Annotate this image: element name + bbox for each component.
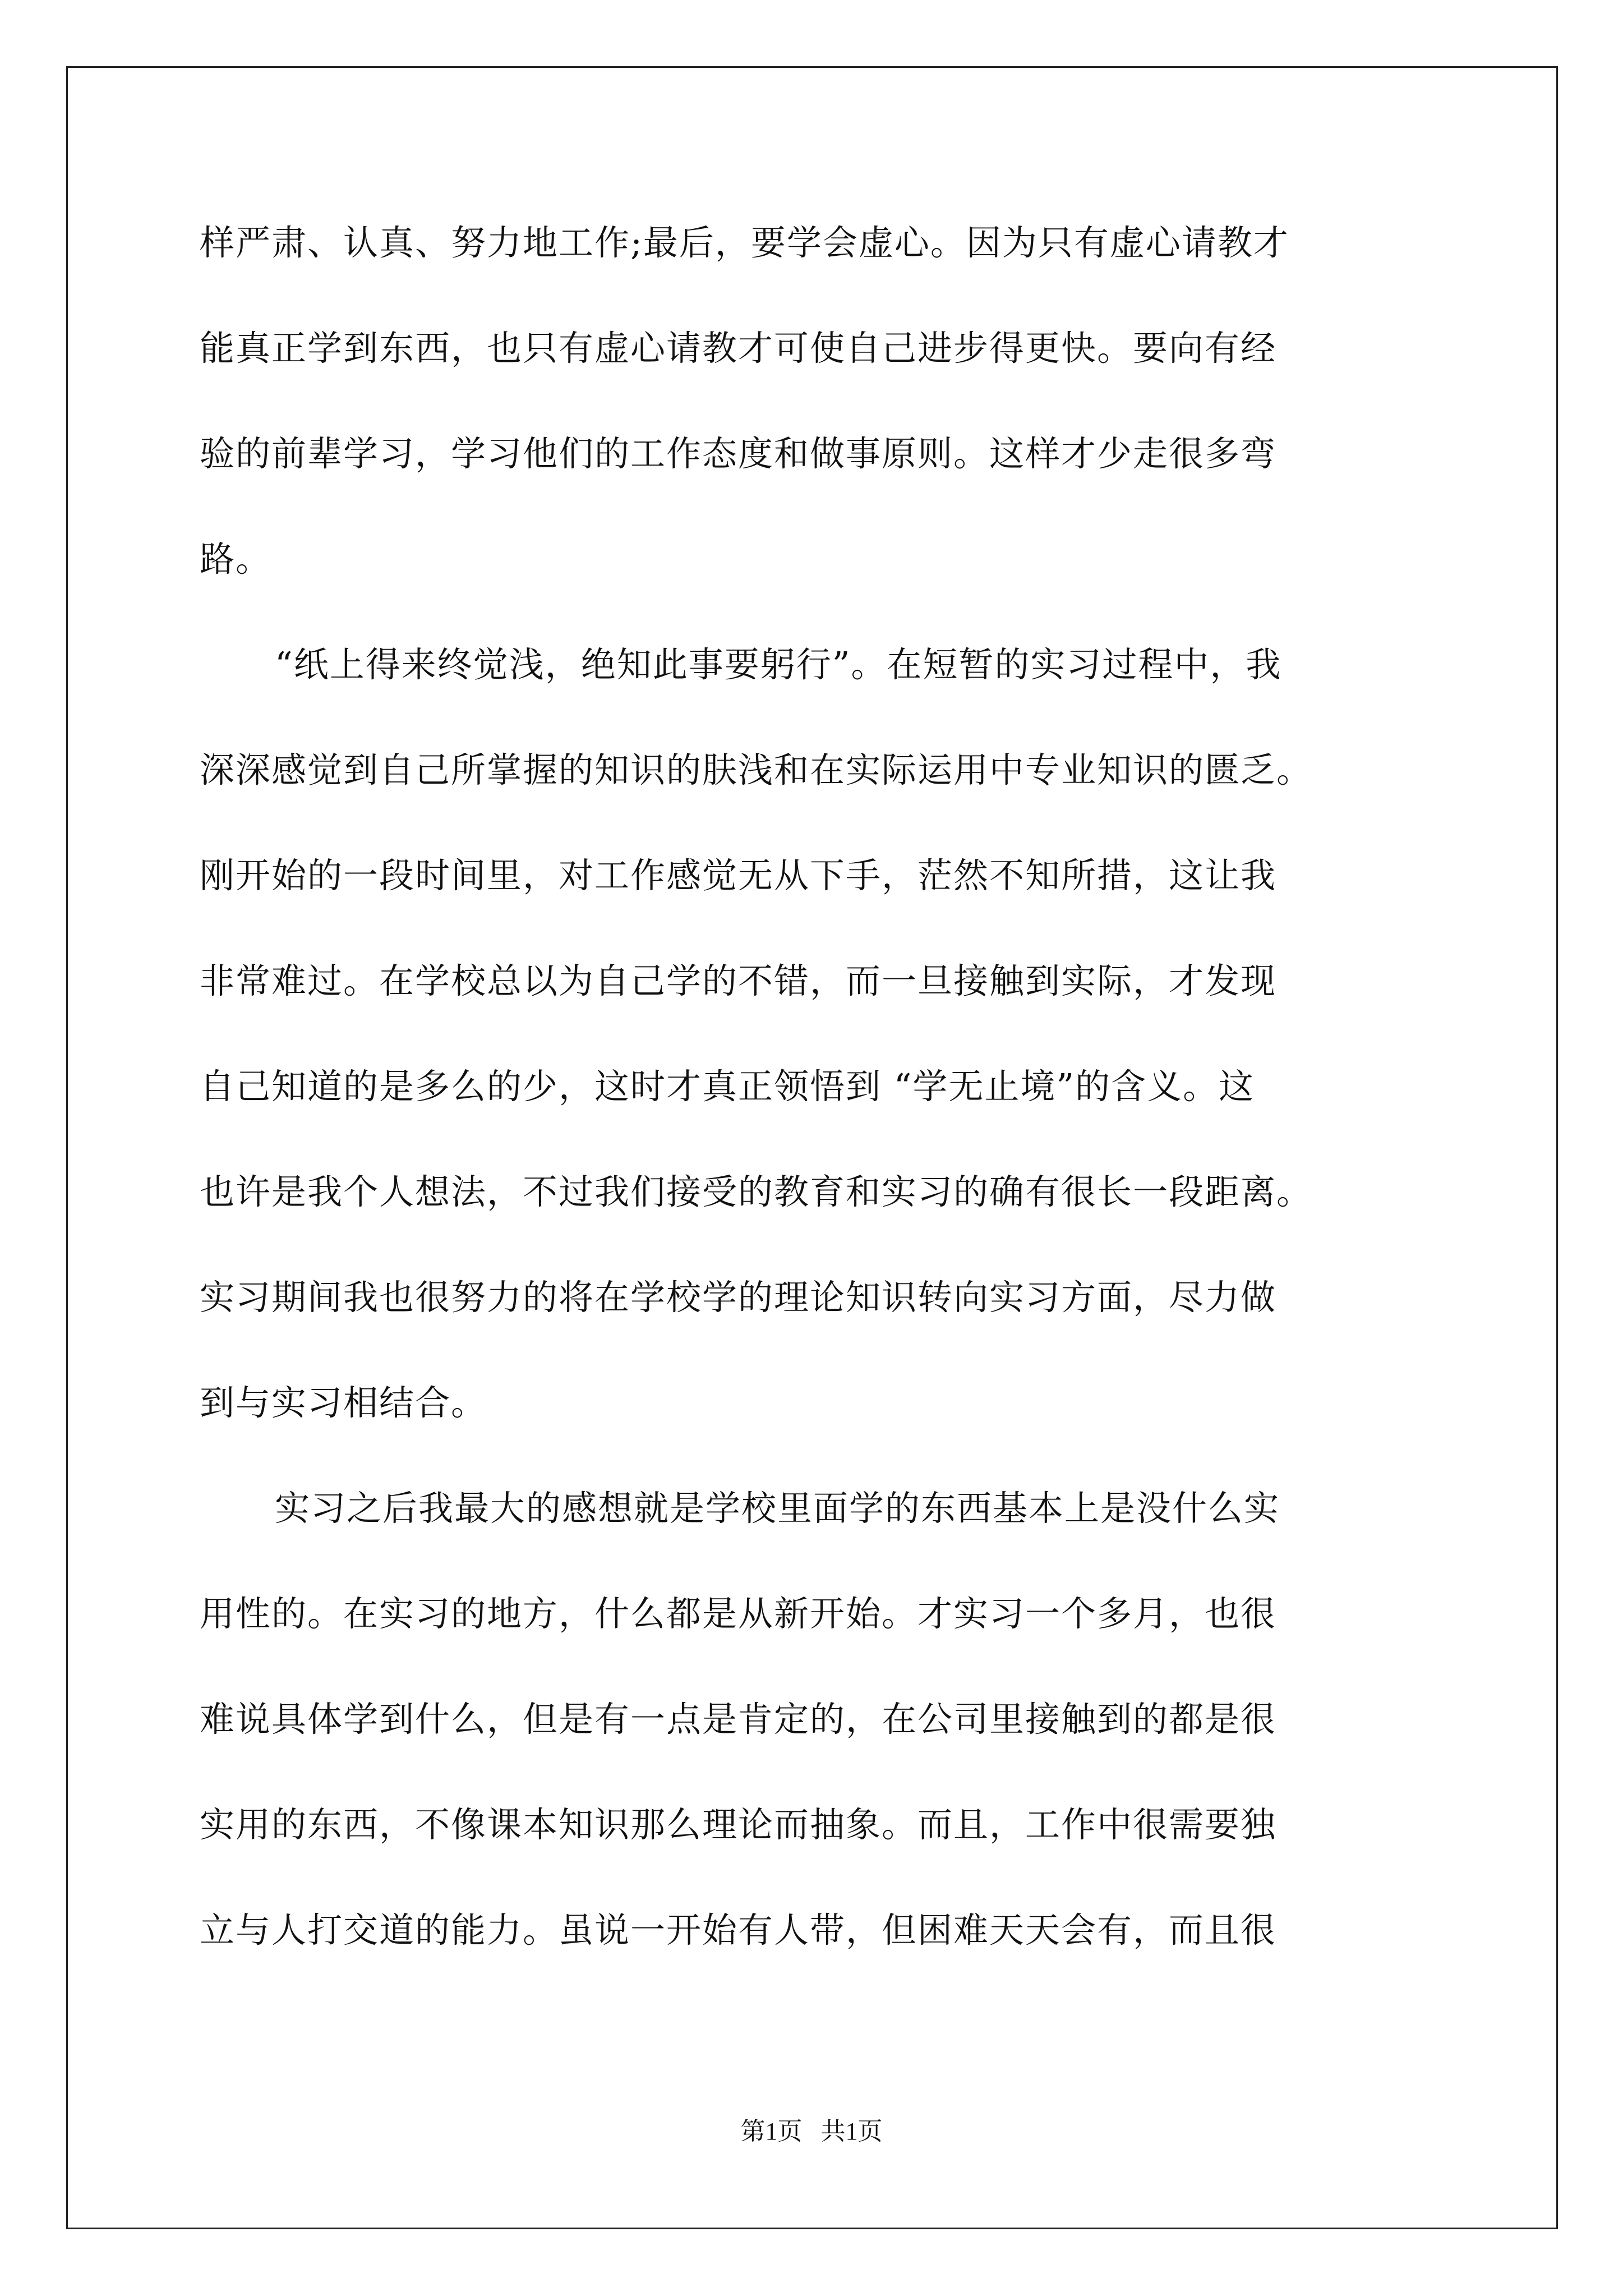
text-line: 能真正学到东西，也只有虚心请教才可使自己进步得更快。要向有经 <box>200 328 1277 369</box>
page-border <box>66 66 1558 2229</box>
text-line: 深深感觉到自己所掌握的知识的肤浅和在实际运用中专业知识的匮乏。 <box>200 749 1313 790</box>
text-line: 实用的东西，不像课本知识那么理论而抽象。而且，工作中很需要独 <box>200 1804 1277 1845</box>
text-line: 刚开始的一段时间里，对工作感觉无从下手，茫然不知所措，这让我 <box>200 855 1277 896</box>
text-line: 验的前辈学习，学习他们的工作态度和做事原则。这样才少走很多弯 <box>200 433 1277 474</box>
text-line: 难说具体学到什么，但是有一点是肯定的，在公司里接触到的都是很 <box>200 1699 1277 1740</box>
text-line: “纸上得来终觉浅，绝知此事要躬行”。在短暂的实习过程中，我 <box>275 644 1282 685</box>
text-line: 实习期间我也很努力的将在学校学的理论知识转向实习方面，尽力做 <box>200 1277 1277 1318</box>
text-line: 非常难过。在学校总以为自己学的不错，而一旦接触到实际，才发现 <box>200 960 1277 1001</box>
text-line: 立与人打交道的能力。虽说一开始有人带，但困难天天会有，而且很 <box>200 1910 1277 1950</box>
page-footer: 第1页 共1页 <box>740 2118 883 2145</box>
text-line: 也许是我个人想法，不过我们接受的教育和实习的确有很长一段距离。 <box>200 1171 1313 1212</box>
text-line: 样严肃、认真、努力地工作;最后，要学会虚心。因为只有虚心请教才 <box>200 222 1289 263</box>
text-line: 路。 <box>200 539 272 579</box>
text-line: 自己知道的是多么的少，这时才真正领悟到 “学无止境”的含义。这 <box>200 1066 1255 1107</box>
text-line: 实习之后我最大的感想就是学校里面学的东西基本上是没什么实 <box>275 1488 1280 1529</box>
text-line: 到与实习相结合。 <box>200 1382 487 1423</box>
text-line: 用性的。在实习的地方，什么都是从新开始。才实习一个多月，也很 <box>200 1593 1277 1634</box>
